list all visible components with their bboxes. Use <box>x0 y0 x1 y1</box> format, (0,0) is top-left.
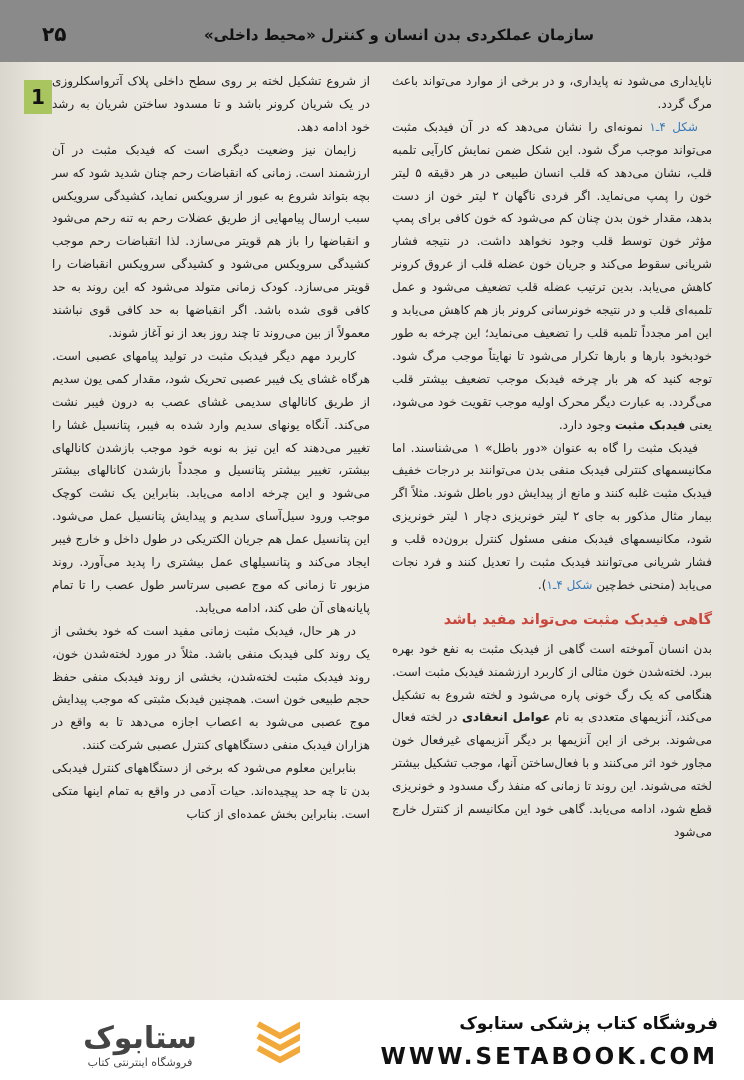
right-paragraph-4-end: در لخته فعال می‌شوند. برخی از این آنزیمها بر دیگر آنزیمهای غیرفعال خون مجاور خود اثر می‌کنند و با فعال‌ساختن آنها، موجب تشکیل بیشتر لخته می‌شوند. این روند تا زمانی که منفذ رگ مسدود و خونریزی قطع شود، ادامه می‌یابد. گاهی خود این مکانیسم از کنترل خارج می‌شود <box>392 710 712 839</box>
page-number: ۲۵ <box>42 22 67 46</box>
figure-reference-2: شکل ۴ـ۱ <box>546 577 593 592</box>
chapter-title: سازمان عملکردی بدن انسان و کنترل «محیط داخلی» <box>203 26 594 44</box>
left-paragraph-1: از شروع تشکیل لخته بر روی سطح داخلی پلاک آترواسکلروزی در یک شریان کرونر باشد و تا مسدود ساختن شریان به رشد خود ادامه دهد. <box>52 74 370 134</box>
left-paragraph-4: در هر حال، فیدبک مثبت زمانی مفید است که خود بخشی از یک روند کلی فیدبک منفی باشد. مثلاً در مورد لخته‌شدن خون، روند فیدبک مثبت لخته‌شدن، بخشی از روند فیدبک منفی حفظ حجم طبیعی خون است. همچنین فیدبک مثبتی که موجب پیدایش موج عصبی می‌شود به اعصاب اجازه می‌دهد تا به واقع در هزاران فیدبک منفی دستگاههای کنترل عصبی شرکت کنند. <box>52 623 370 753</box>
right-paragraph-3-end: ). <box>537 577 547 592</box>
section-heading: گاهی فیدبک مثبت می‌تواند مفید باشد <box>443 611 712 628</box>
left-paragraph-2: زایمان نیز وضعیت دیگری است که فیدبک مثبت در آن ارزشمند است. زمانی که انقباضات رحم چنان شدید شود که سر بچه بتواند شروع به عبور از سرویکس نماید، کشیدگی سرویکس سبب ارسال پیامهایی از طریق عضلات رحم به تنه رحم می‌شود و انقباضها را باز هم قویتر می‌سازد. لذا انقباضات رحم موجب کشیدگی سرویکس می‌شود و کشیدگی سرویکس انقباضات را قویتر می‌سازد. کودک زمانی متولد می‌شود که این روند به حد کافی قوی شده باشد. اگر انقباضها به حد کافی قوی نباشند معمولاً از بین می‌روند تا چند روز بعد از نو آغاز شوند. <box>52 142 370 340</box>
right-paragraph-2 <box>392 116 712 437</box>
right-paragraph-2-text: نمونه‌ای را نشان می‌دهد که در آن فیدبک مثبت می‌تواند موجب مرگ شود. این شکل ضمن نمایش کارآیی تلمبه قلب، نشان می‌دهد که قلب انسان طبیعی در هر دقیقه ۵ لیتر خون را پمپ می‌نماید. اگر فردی ناگهان ۲ لیتر خون از دست بدهد، مقدار خون بدن چنان کم می‌شود که خون کافی برای پمپ مؤثر خون توسط قلب وجود نخواهد داشت. در نتیجه فشار شریانی سقوط می‌کند و جریان خون عضله قلب از عروق کرونر کاهش می‌یابد. بدین ترتیب عضله قلب تضعیف می‌شود و عمل تلمبه‌ای قلب و در نتیجه خونرسانی کرونر باز هم کاهش می‌یابد و این امر مجدداً تلمبه قلب را تضعیف می‌نماید؛ این چرخه به طور خودبخود بارها و بارها تکرار می‌شود تا نهایتاً موجب مرگ شود. توجه کنید که هر بار چرخه فیدبک موجب تضعیف بیشتر قلب می‌گردد. به عبارت دیگر محرک اولیه موجب تقویت خود می‌شود، یعنی <box>392 119 712 432</box>
shop-url[interactable]: WWW.SETABOOK.COM <box>380 1044 718 1070</box>
figure-reference: شکل ۴ـ۱ <box>649 119 698 134</box>
store-footer <box>0 1000 744 1080</box>
shop-name: فروشگاه کتاب پزشکی ستابوک <box>459 1014 718 1034</box>
right-paragraph-4-bold: عوامل انعقادی <box>461 710 551 725</box>
page-header <box>0 0 744 62</box>
right-paragraph-2-bold: فیدبک مثبت <box>614 417 686 432</box>
right-paragraph-2-end: وجود دارد. <box>558 417 615 432</box>
chevron-logo-icon <box>258 1024 300 1060</box>
logo-subtitle: فروشگاه اینترنتی کتاب <box>87 1056 193 1069</box>
logo-text: ستابوک <box>83 1021 197 1056</box>
right-paragraph-1: ناپایداری می‌شود نه پایداری، و در برخی از موارد می‌تواند باعث مرگ گردد. <box>392 74 712 111</box>
left-paragraph-5: بنابراین معلوم می‌شود که برخی از دستگاههای کنترل فیدبکی بدن تا چه حد پیچیده‌اند. حیات آدمی در واقع به تمام اینها متکی است. بنابراین بخش عمده‌ای از کتاب <box>52 761 370 821</box>
left-column <box>52 70 370 826</box>
right-paragraph-4 <box>392 638 712 844</box>
right-column <box>392 70 712 844</box>
setabook-logo[interactable] <box>30 1014 300 1070</box>
chapter-tab: 1 <box>24 80 52 114</box>
right-paragraph-3-text: فیدبک مثبت را گاه به عنوان «دور باطل» ۱ می‌شناسند. اما مکانیسمهای کنترلی فیدبک منفی بدن می‌توانند بر درجات خفیف فیدبک مثبت غلبه کنند و مانع از پیدایش دور باطل شوند. مثلاً اگر بیمار مثال مذکور به جای ۲ لیتر خونریزی دچار ۱ لیتر خونریزی شود، مکانیسمهای فیدبک منفی مسئول کنترل برون‌ده قلب و فشار شریانی می‌توانند فیدبک مثبت را تعدیل کنند و فرد نجات می‌یابد (منحنی خط‌چین <box>392 440 712 592</box>
right-paragraph-3 <box>392 437 712 597</box>
left-paragraph-3: کاربرد مهم دیگر فیدبک مثبت در تولید پیامهای عصبی است. هرگاه غشای یک فیبر عصبی تحریک شود، مقدار کمی یون سدیم از طریق کانالهای سدیمی غشای عصب به درون فیبر نشت می‌کند. آنگاه یونهای سدیم وارد شده به فیبر، پتانسیل غشا را تغییر می‌دهند که این نیز به نوبه خود موجب بازشدن کانالهای بیشتر، تغییر بیشتر پتانسیل و مجدداً بازشدن کانالهای بیشتر می‌شود و این چرخه ادامه می‌یابد. بنابراین یک نشت کوچک موجب ورود سیل‌آسای سدیم و پیدایش پتانسیل عمل می‌شود. این پتانسیل عمل هم جریان الکتریکی در طول داخل و خارج فیبر ایجاد می‌کند و پتانسیلهای عمل بیشتری را پدید می‌آورد. روند مزبور تا زمانی که موج عصبی سرتاسر طول عصب را تا تمام پایانه‌های آن طی کند، ادامه می‌یابد. <box>52 348 370 615</box>
right-paragraph-4-text: بدن انسان آموخته است گاهی از فیدبک مثبت به نفع خود بهره ببرد. لخته‌شدن خون مثالی از کاربرد ارزشمند فیدبک مثبت است. هنگامی که یک رگ خونی پاره می‌شود و لخته شروع به تشکیل می‌کند، آنزیمهای متعددی به نام <box>392 641 713 725</box>
